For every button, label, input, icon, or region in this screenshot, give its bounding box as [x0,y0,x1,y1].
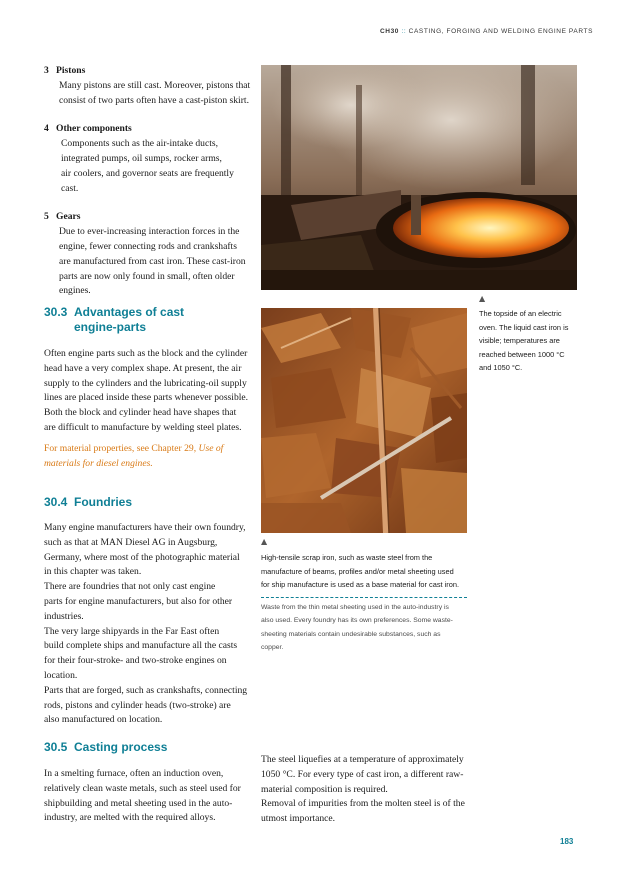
section-title: Casting process [74,740,168,754]
item-line: engines. [59,285,91,297]
running-header [380,28,600,35]
caption-line: for ship manufacture is used as a base material for cast iron. [261,580,459,590]
item-line: cast. [61,182,79,194]
body-line: industry, are melted with the required alloys. [44,812,216,824]
caption-line: High-tensile scrap iron, such as waste steel from the [261,553,433,562]
body-line: There are foundries that not only cast engine [44,581,216,593]
body-line: Removal of impurities from the molten steel is of the [261,798,465,810]
body-line: utmost importance. [261,813,336,825]
caption-marker-icon: ▲ [261,537,268,546]
body-line: Germany, where most of the photographic material [44,551,240,563]
body-line: are difficult to manufacture by welding steel plates. [44,421,242,433]
caption-note-line: also used. Every foundry has its own preferences. Some waste- [261,617,453,625]
list-item [44,64,259,108]
section-heading-30-4 [44,495,254,510]
body-line: also manufactured on location. [44,714,163,726]
item-line: consist of two parts often have a cast-piston skirt. [59,94,249,106]
caption-line: The topside of an electric [479,309,562,318]
section-30-5-body-left [44,767,259,826]
section-title-cont: engine-parts [74,320,147,334]
section-30-4-body [44,521,259,728]
scrap-caption [261,537,471,654]
header-separator: :: [401,28,407,35]
note-title-cont: materials for diesel engines. [44,457,153,469]
body-line: in this chapter was taken. [44,566,142,578]
caption-note-line: sheeting materials contain undesirable substances, such as [261,630,441,638]
body-line: build complete ships and manufacture all the casts [44,640,238,652]
body-line: industries. [44,610,84,622]
section-number: 30.3 [44,305,68,319]
body-line: The steel liquefies at a temperature of approximately [261,754,464,765]
caption-line: visible; temperatures are [479,336,560,346]
list-item [44,210,259,299]
item-heading: Pistons [56,65,86,76]
body-line: rods, pistons and cylinder heads (two-stroke) are [44,699,231,711]
component-list [44,64,259,299]
section-30-5-body-right [261,753,476,827]
section-heading-30-5 [44,740,254,755]
body-line: head have a very complex shape. At present, the air [44,362,242,374]
item-number: 4 [44,123,49,135]
section-number: 30.4 [44,495,68,509]
item-line: Components such as the air-intake ducts, [61,138,219,150]
section-heading-30-3 [44,305,254,335]
section-title: Advantages of cast [74,305,185,319]
item-line: are manufactured from cast iron. These cast-iron [59,255,246,267]
caption-line: and 1050 °C. [479,363,523,373]
body-line: material composition is required. [261,783,388,795]
section-title: Foundries [74,495,133,509]
note-title: Use of [198,443,224,454]
body-line: Both the block and cylinder head have shapes that [44,407,237,419]
item-heading: Other components [56,123,132,135]
caption-marker-icon: ▲ [479,294,486,303]
furnace-photo [261,65,577,290]
caption-line: reached between 1000 °C [479,349,565,359]
caption-line: manufacture of beams, profiles and/or metal sheeting used [261,566,454,576]
page-number: 183 [560,837,574,846]
cross-reference-note [44,442,259,472]
chapter-number: CH30 [380,28,400,35]
body-line: supply to the cylinders and the lubricating-oil supply [44,377,247,389]
body-line: relatively clean waste metals, such as steel used for [44,782,241,794]
item-line: engine, fewer connecting rods and crankshafts [59,240,237,252]
item-heading: Gears [56,211,81,223]
body-line: location. [44,669,78,681]
body-line: The very large shipyards in the Far East often [44,625,220,637]
body-line: 1050 °C. For every type of cast iron, a different raw- [261,768,464,780]
section-number: 30.5 [44,740,68,754]
body-line: such as that at MAN Diesel AG in Augsburg, [44,536,218,548]
list-item [44,122,259,196]
item-line: Due to ever-increasing interaction forces in the [59,226,240,238]
chapter-title: CASTING, FORGING AND WELDING ENGINE PARTS [408,28,594,35]
body-line: Parts that are forged, such as crankshafts, connecting [44,684,248,696]
item-line: Many pistons are still cast. Moreover, pistons that [59,79,251,91]
caption-note-line: copper. [261,644,284,651]
body-line: Many engine manufacturers have their own foundry, [44,522,246,533]
item-number: 5 [44,211,49,223]
body-line: shipbuilding and metal sheeting used in the auto- [44,797,233,809]
item-line: integrated pumps, oil sumps, rocker arms, [61,152,222,164]
scrap-iron-photo [261,308,467,533]
note-prefix: For material properties, see Chapter 29, [44,443,199,454]
caption-note-line: Waste from the thin metal sheeting used in the auto-industry is [261,603,449,611]
item-line: parts are now only found in small, often older [59,270,235,282]
caption-line: oven. The liquid cast iron is [479,322,569,332]
body-line: In a smelting furnace, often an induction oven, [44,768,224,779]
body-line: parts for engine manufacturers, but also for other [44,595,233,607]
item-number: 3 [44,65,49,76]
body-line: Often engine parts such as the block and the cylinder [44,348,248,359]
item-line: air coolers, and governor seats are frequently [61,167,234,179]
body-line: for their four-stroke- and two-stroke engines on [44,655,227,667]
body-line: lines are placed inside these parts whenever possible. [44,392,249,404]
caption-divider [261,597,467,598]
section-30-3-body [44,347,259,436]
furnace-caption [479,294,579,375]
